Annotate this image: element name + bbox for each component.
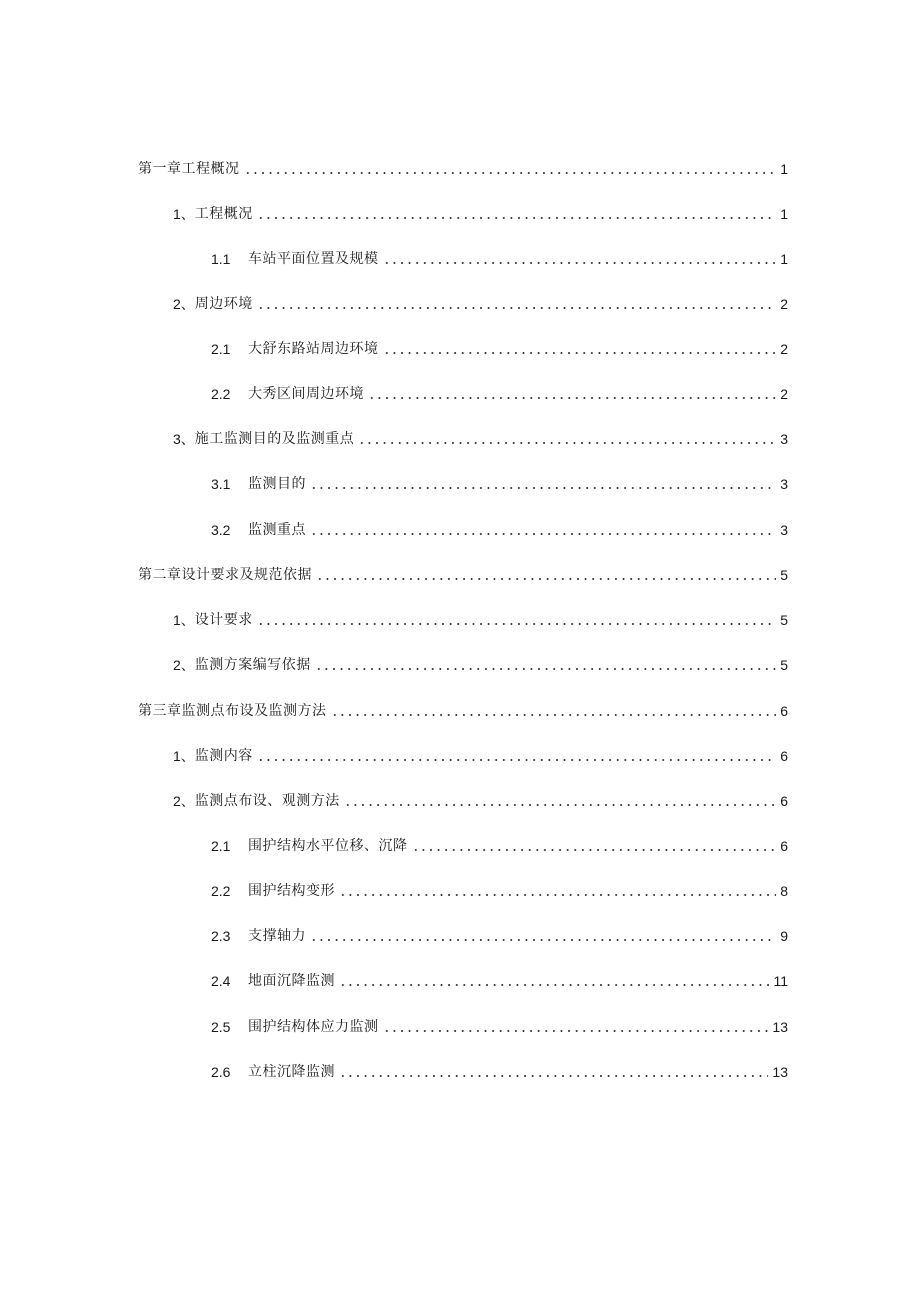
toc-entry-number: 1、 xyxy=(173,206,195,222)
dot-leader xyxy=(257,307,776,309)
toc-entry-number: 2、 xyxy=(173,296,195,312)
toc-entry-section[interactable] xyxy=(173,289,788,313)
toc-entry-title: 第一章工程概况 xyxy=(138,161,240,177)
toc-page-number: 1 xyxy=(780,251,788,267)
dot-leader xyxy=(257,217,776,219)
toc-entry-subsection[interactable] xyxy=(211,379,788,403)
dot-leader xyxy=(310,939,776,941)
toc-entry-subsection[interactable] xyxy=(211,966,788,990)
toc-entry-number: 3.1 xyxy=(211,476,231,492)
toc-entry-title: 围护结构变形 xyxy=(248,883,335,899)
toc-entry-subsection[interactable] xyxy=(211,876,788,900)
dot-leader xyxy=(257,623,776,625)
dot-leader xyxy=(339,1075,768,1077)
toc-page-number: 6 xyxy=(780,748,788,764)
dot-leader xyxy=(368,397,776,399)
toc-entry-number: 2、 xyxy=(173,793,195,809)
toc-entry-number: 1、 xyxy=(173,612,195,628)
toc-entry-title: 监测目的 xyxy=(248,476,306,492)
dot-leader xyxy=(339,894,776,896)
toc-page-number: 6 xyxy=(780,838,788,854)
toc-page-number: 5 xyxy=(780,567,788,583)
toc-entry-number: 3.2 xyxy=(211,522,231,538)
toc-page-number: 3 xyxy=(780,522,788,538)
toc-page-number: 8 xyxy=(780,883,788,899)
toc-entry-subsection[interactable] xyxy=(211,244,788,268)
toc-entry-title: 大秀区间周边环境 xyxy=(248,386,364,402)
toc-page-number: 6 xyxy=(780,703,788,719)
toc-entry-title: 监测点布设、观测方法 xyxy=(194,793,340,809)
toc-entry-number: 2.1 xyxy=(211,838,231,854)
toc-entry-number: 2.4 xyxy=(211,973,231,989)
toc-entry-title: 围护结构水平位移、沉降 xyxy=(248,838,408,854)
toc-entry-subsection[interactable] xyxy=(211,1012,788,1036)
dot-leader xyxy=(383,262,777,264)
toc-entry-title: 施工监测目的及监测重点 xyxy=(194,431,355,447)
toc-page-number: 9 xyxy=(780,928,788,944)
toc-entry-number: 1、 xyxy=(173,748,195,764)
dot-leader xyxy=(339,984,769,986)
toc-page-number: 3 xyxy=(780,476,788,492)
toc-entry-section[interactable] xyxy=(173,605,788,629)
toc-entry-number: 2.1 xyxy=(211,341,231,357)
toc-entry-number: 3、 xyxy=(173,431,195,447)
toc-entry-subsection[interactable] xyxy=(211,1057,788,1081)
dot-leader xyxy=(316,578,776,580)
toc-entry-subsection[interactable] xyxy=(211,515,788,539)
dot-leader xyxy=(310,533,776,535)
toc-entry-title: 周边环境 xyxy=(194,296,253,312)
toc-entry-title: 工程概况 xyxy=(194,206,253,222)
toc-page-number: 11 xyxy=(773,973,788,989)
dot-leader xyxy=(412,849,777,851)
toc-page-number: 2 xyxy=(780,341,788,357)
toc-page-number: 13 xyxy=(772,1064,788,1080)
toc-entry-title: 监测重点 xyxy=(248,522,306,538)
toc-entry-title: 地面沉降监测 xyxy=(248,973,335,989)
toc-entry-chapter-1[interactable] xyxy=(138,154,788,178)
toc-page-number: 5 xyxy=(780,612,788,628)
toc-entry-number: 2.3 xyxy=(211,928,231,944)
toc-entry-subsection[interactable] xyxy=(211,831,788,855)
toc-page-number: 5 xyxy=(780,657,788,673)
toc-entry-title: 大舒东路站周边环境 xyxy=(248,341,379,357)
toc-entry-subsection[interactable] xyxy=(211,469,788,493)
toc-entry-number: 2.6 xyxy=(211,1064,231,1080)
toc-entry-section[interactable] xyxy=(173,786,788,810)
toc-entry-section[interactable] xyxy=(173,650,788,674)
toc-entry-title: 设计要求 xyxy=(194,612,253,628)
dot-leader xyxy=(383,1030,769,1032)
toc-entry-number: 2、 xyxy=(173,657,195,673)
toc-page-number: 2 xyxy=(780,386,788,402)
toc-entry-title: 围护结构体应力监测 xyxy=(248,1019,379,1035)
toc-entry-title: 监测方案编写依据 xyxy=(194,657,311,673)
toc-entry-title: 监测内容 xyxy=(194,748,253,764)
toc-entry-number: 2.2 xyxy=(211,386,231,402)
dot-leader xyxy=(315,668,776,670)
toc-entry-subsection[interactable] xyxy=(211,921,788,945)
dot-leader xyxy=(344,804,776,806)
toc-entry-title: 第三章监测点布设及监测方法 xyxy=(138,703,327,719)
toc-entry-section[interactable] xyxy=(173,199,788,223)
toc-page-number: 2 xyxy=(780,296,788,312)
dot-leader xyxy=(331,714,777,716)
toc-entry-section[interactable] xyxy=(173,741,788,765)
toc-entry-chapter-2[interactable] xyxy=(138,560,788,584)
dot-leader xyxy=(257,759,776,761)
toc-page-number: 13 xyxy=(772,1019,788,1035)
dot-leader xyxy=(244,172,777,174)
dot-leader xyxy=(310,487,776,489)
toc-page-number: 1 xyxy=(780,206,788,222)
toc-page-number: 1 xyxy=(780,161,788,177)
toc-page-number: 3 xyxy=(780,431,788,447)
toc-entry-subsection[interactable] xyxy=(211,334,788,358)
toc-entry-number: 2.5 xyxy=(211,1019,231,1035)
toc-entry-number: 1.1 xyxy=(211,251,231,267)
toc-entry-chapter-3[interactable] xyxy=(138,696,788,720)
toc-page-number: 6 xyxy=(780,793,788,809)
toc-entry-title: 车站平面位置及规模 xyxy=(248,251,379,267)
toc-entry-title: 立柱沉降监测 xyxy=(248,1064,335,1080)
toc-entry-title: 第二章设计要求及规范依据 xyxy=(138,567,312,583)
toc-entry-section[interactable] xyxy=(173,424,788,448)
dot-leader xyxy=(358,442,776,444)
dot-leader xyxy=(383,352,777,354)
toc-entry-title: 支撑轴力 xyxy=(248,928,306,944)
toc-entry-number: 2.2 xyxy=(211,883,231,899)
